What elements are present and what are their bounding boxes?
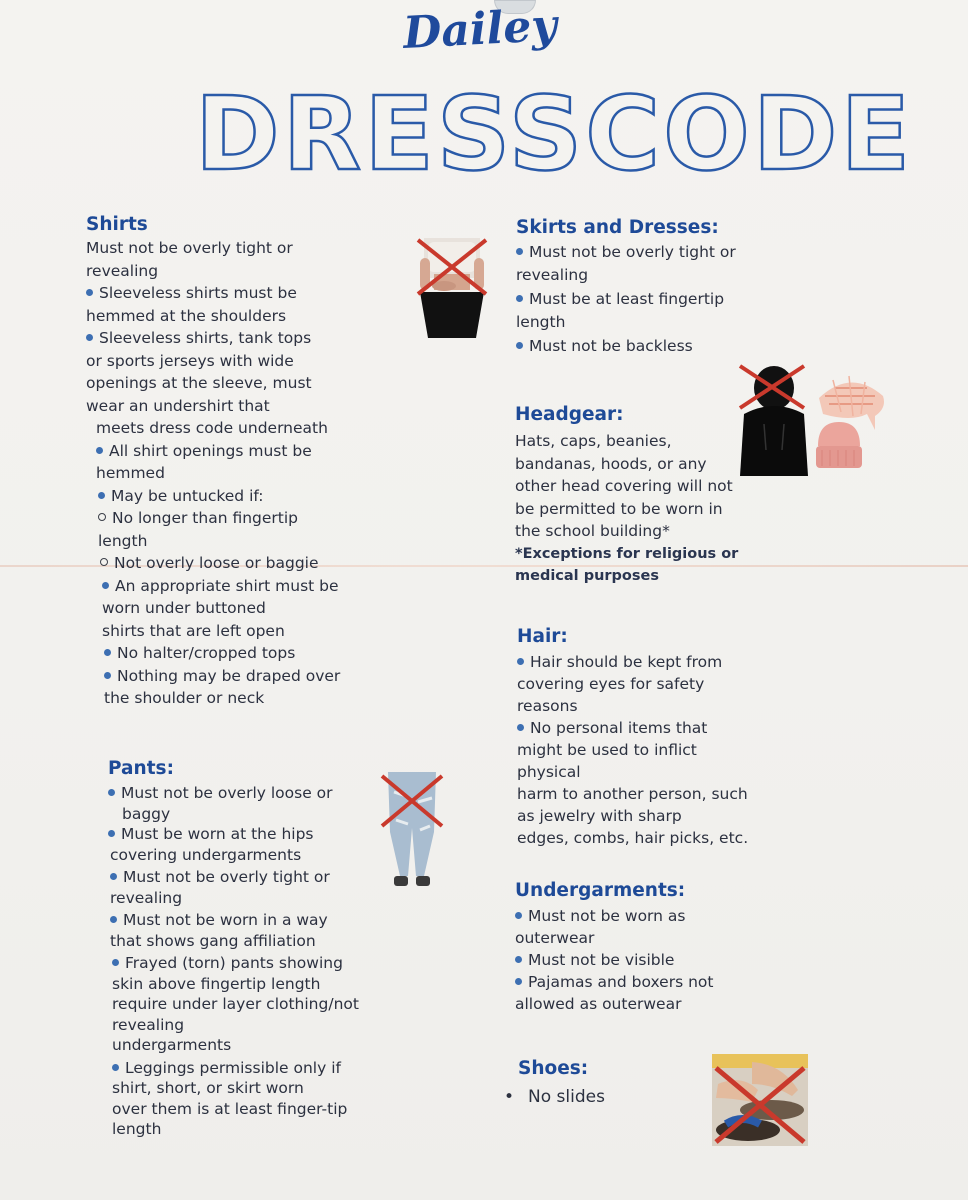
undergarments-bullet: Must not be worn as — [515, 905, 713, 927]
shirts-line: meets dress code underneath — [96, 419, 328, 437]
hoodie-photo — [738, 364, 810, 482]
undergarments-section — [515, 878, 713, 1015]
cropped-top-photo — [414, 238, 490, 338]
undergarments-bullet: Must not be visible — [515, 949, 713, 971]
pants-line: skin above fingertip length — [112, 974, 321, 993]
hair-bullet: No personal items that — [517, 717, 748, 739]
skirts-heading: Skirts and Dresses: — [516, 217, 719, 238]
skirts-section — [516, 215, 736, 358]
pants-bullet: Frayed (torn) pants showing — [108, 952, 359, 975]
slides-photo — [712, 1054, 808, 1146]
pants-bullet: Must be worn at the hips — [108, 823, 359, 846]
beanie-photo — [814, 418, 864, 472]
hair-heading: Hair: — [517, 626, 568, 647]
shoes-heading: Shoes: — [518, 1058, 589, 1079]
poster-main-title: DRESSCODE — [195, 75, 914, 194]
undergarments-line: outerwear — [515, 929, 595, 947]
pants-line: over them is at least finger-tip — [112, 1099, 348, 1118]
pants-bullet: Must not be overly loose or — [108, 782, 359, 805]
hair-bullet: Hair should be kept from — [517, 651, 748, 673]
shirts-bullet: Sleeveless shirts must be — [86, 282, 340, 305]
pants-line: shirt, short, or skirt worn — [112, 1079, 304, 1097]
undergarments-heading: Undergarments: — [515, 880, 686, 901]
headgear-section — [515, 402, 738, 588]
shirts-bullet: All shirt openings must be — [86, 440, 340, 463]
pants-line: baggy — [122, 804, 171, 823]
shirts-line: worn under buttoned — [102, 599, 266, 617]
pants-bullet: Must not be overly tight or — [108, 866, 359, 889]
pants-line: length — [112, 1120, 162, 1138]
undergarments-bullet: Pajamas and boxers not — [515, 971, 713, 993]
pants-line: undergarments — [112, 1036, 232, 1054]
skirts-line: revealing — [516, 265, 589, 284]
shirts-bullet: May be untucked if: — [86, 485, 340, 508]
headgear-line: other head covering will not — [515, 477, 733, 495]
pants-line: covering undergarments — [110, 845, 302, 864]
shirts-bullet: Sleeveless shirts, tank tops — [86, 327, 340, 350]
poster-script-title: Dailey — [401, 0, 559, 59]
shoes-section — [504, 1056, 605, 1109]
shirts-line: length — [98, 531, 148, 550]
pants-line: require under layer clothing/not — [112, 995, 359, 1013]
pants-bullet: Must not be worn in a way — [108, 909, 359, 932]
shirts-sub-bullet: Not overly loose or baggie — [86, 552, 340, 575]
headgear-exception-note: medical purposes — [515, 568, 659, 584]
hair-line: as jewelry with sharp — [517, 807, 682, 825]
hair-section — [517, 624, 748, 849]
shirts-bullet: An appropriate shirt must be — [86, 575, 340, 598]
pants-line: that shows gang affiliation — [110, 931, 316, 950]
shirts-line: Must not be overly tight or — [86, 239, 293, 257]
shoes-bullet: • No slides — [504, 1086, 605, 1109]
skirts-bullet: Must not be overly tight or — [516, 241, 736, 264]
headgear-exception-note: *Exceptions for religious or — [515, 545, 739, 562]
pants-line: revealing — [112, 1015, 185, 1034]
pants-bullet: Leggings permissible only if — [108, 1057, 359, 1080]
shirts-line: hemmed at the shoulders — [86, 306, 287, 325]
shirts-line: or sports jerseys with wide — [86, 351, 294, 370]
shirts-line: revealing — [86, 261, 159, 280]
shirts-section — [86, 212, 340, 710]
hair-line: reasons — [517, 697, 578, 715]
hair-line: might be used to inflict — [517, 741, 697, 759]
hair-line: harm to another person, such — [517, 785, 748, 803]
headgear-line: the school building* — [515, 522, 670, 540]
pants-section — [108, 756, 359, 1141]
shirts-line: openings at the sleeve, must — [86, 374, 312, 392]
hair-line: edges, combs, hair picks, etc. — [517, 829, 749, 847]
headgear-line: bandanas, hoods, or any — [515, 454, 707, 473]
hair-line: physical — [517, 763, 581, 781]
hair-line: covering eyes for safety — [517, 675, 705, 693]
skirts-bullet: Must not be backless — [516, 335, 736, 358]
headgear-heading: Headgear: — [515, 404, 624, 425]
shirts-line: hemmed — [96, 464, 165, 482]
headgear-line: be permitted to be worn in — [515, 499, 723, 518]
shirts-sub-bullet: No longer than fingertip — [86, 507, 340, 530]
shirts-line: shirts that are left open — [102, 621, 285, 640]
skirts-line: length — [516, 312, 566, 331]
pants-line: revealing — [110, 888, 183, 907]
shirts-line: wear an undershirt that — [86, 396, 270, 415]
shirts-heading: Shirts — [86, 214, 148, 235]
undergarments-line: allowed as outerwear — [515, 995, 682, 1013]
shirts-line: the shoulder or neck — [104, 689, 265, 707]
shirts-bullet: Nothing may be draped over — [86, 665, 340, 688]
shirts-bullet: No halter/cropped tops — [86, 642, 340, 665]
headgear-line: Hats, caps, beanies, — [515, 432, 672, 450]
pants-heading: Pants: — [108, 758, 174, 779]
ripped-jeans-photo — [380, 772, 444, 888]
skirts-bullet: Must be at least fingertip — [516, 288, 736, 311]
